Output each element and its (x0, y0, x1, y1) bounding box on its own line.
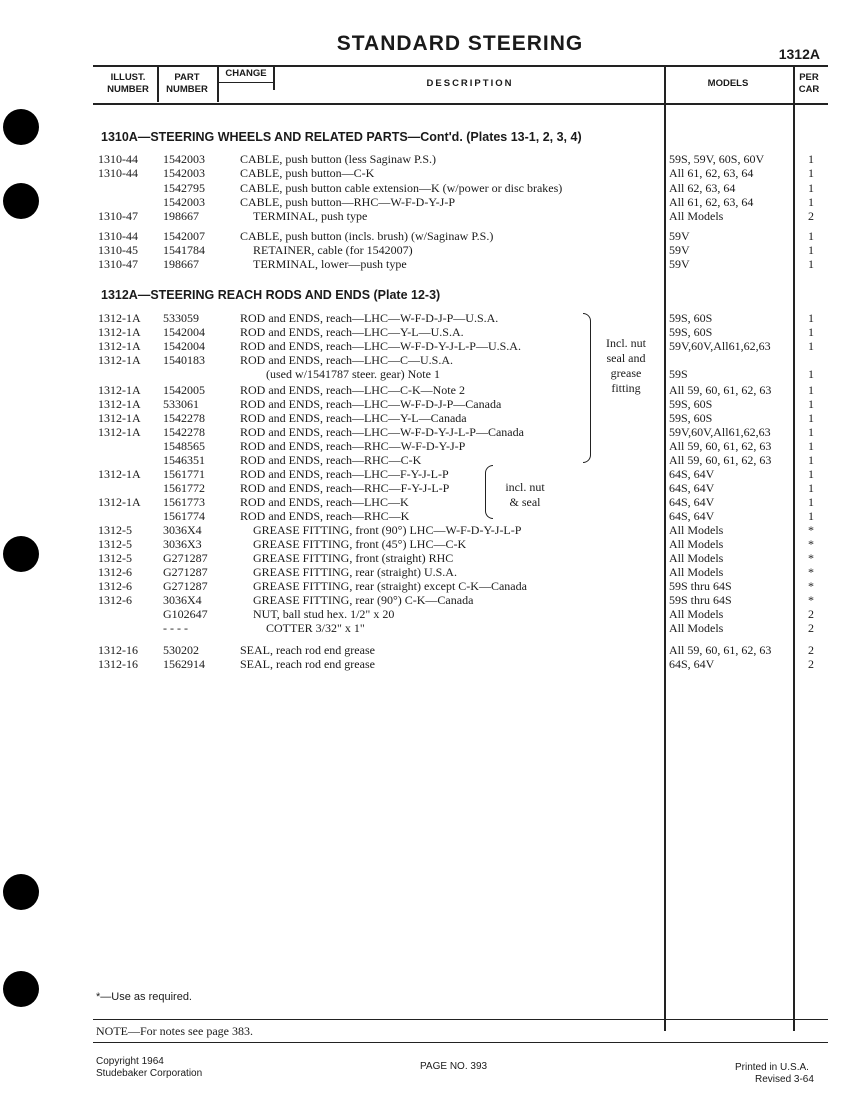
copyright: Copyright 1964 (96, 1056, 164, 1067)
part-number: 3036X3 (163, 537, 202, 551)
per-car: 1 (808, 439, 814, 453)
part-number: 1540183 (163, 353, 205, 367)
part-number: 1542004 (163, 339, 205, 353)
change-rule (217, 82, 273, 83)
parts-row (0, 339, 850, 353)
description (240, 311, 660, 325)
parts-row (0, 229, 850, 243)
part-number: G271287 (163, 551, 208, 565)
models (669, 657, 795, 671)
models (669, 565, 795, 579)
per-car: 2 (808, 643, 814, 657)
parts-row (0, 209, 850, 223)
description-text: ROD and ENDS, reach—LHC—Y-L—Canada (240, 411, 470, 425)
parts-row (0, 467, 850, 481)
models (669, 209, 795, 223)
revised: Revised 3-64 (755, 1074, 814, 1085)
description (253, 243, 660, 257)
description-text: CABLE, push button—C-K (240, 166, 377, 180)
header-part: PART NUMBER (166, 72, 208, 95)
models-text: 64S, 64V (669, 657, 717, 671)
parts-row (0, 152, 850, 166)
description (240, 495, 660, 509)
header-description: DESCRIPTION (426, 78, 514, 89)
description (253, 551, 660, 565)
illus-number: 1312-5 (98, 551, 132, 565)
models (669, 166, 795, 180)
models (669, 607, 795, 621)
description-text: NUT, ball stud hex. 1/2" x 20 (253, 607, 397, 621)
part-number: 198667 (163, 209, 199, 223)
page-code: 1312A (778, 46, 820, 62)
description (253, 209, 660, 223)
models-text: 59S, 60S (669, 411, 715, 425)
models-text: 59V (669, 229, 693, 243)
brace (583, 313, 591, 463)
parts-row (0, 509, 850, 523)
parts-row (0, 195, 850, 209)
illus-number: 1312-1A (98, 339, 141, 353)
models (669, 257, 795, 271)
models-text: 59S, 60S (669, 311, 715, 325)
part-number: 3036X4 (163, 593, 202, 607)
models (669, 495, 795, 509)
part-number: 1542003 (163, 166, 205, 180)
parts-row (0, 565, 850, 579)
models (669, 425, 795, 439)
printed-in: Printed in U.S.A. (735, 1062, 809, 1073)
illus-number: 1312-16 (98, 643, 138, 657)
illus-number: 1312-1A (98, 325, 141, 339)
models-text: All Models (669, 565, 726, 579)
description (240, 439, 660, 453)
brace (485, 465, 493, 519)
description (253, 537, 660, 551)
models-text: 59V (669, 243, 693, 257)
part-number: 530202 (163, 643, 199, 657)
part-number: 1561774 (163, 509, 205, 523)
see-notes: NOTE—For notes see page 383. (96, 1024, 253, 1038)
description-text: ROD and ENDS, reach—RHC—F-Y-J-L-P (240, 481, 452, 495)
illus-number: 1310-47 (98, 257, 138, 271)
models-text: 59V,60V,All61,62,63 (669, 425, 774, 439)
models-text: 59V (669, 257, 693, 271)
description-text: ROD and ENDS, reach—LHC—Y-L—U.S.A. (240, 325, 467, 339)
parts-row (0, 607, 850, 621)
parts-row (0, 383, 850, 397)
models (669, 579, 795, 593)
illus-number: 1312-16 (98, 657, 138, 671)
description (253, 565, 660, 579)
models (669, 537, 795, 551)
models (669, 523, 795, 537)
description-text: ROD and ENDS, reach—LHC—C—U.S.A. (240, 353, 456, 367)
per-car: 1 (808, 229, 814, 243)
models (669, 439, 795, 453)
part-number: 1542004 (163, 325, 205, 339)
description-text: GREASE FITTING, rear (straight) U.S.A. (253, 565, 460, 579)
part-number: 198667 (163, 257, 199, 271)
per-car: 1 (808, 481, 814, 495)
page-title: STANDARD STEERING (336, 32, 584, 55)
description-text: ROD and ENDS, reach—LHC—K (240, 495, 412, 509)
part-number: 533059 (163, 311, 199, 325)
per-car: 1 (808, 383, 814, 397)
illus-number: 1312-1A (98, 495, 141, 509)
models (669, 195, 795, 209)
per-car: * (808, 565, 814, 579)
part-number: 1542007 (163, 229, 205, 243)
models (669, 229, 795, 243)
models (669, 551, 795, 565)
part-number: G271287 (163, 565, 208, 579)
description (253, 257, 660, 271)
parts-row (0, 657, 850, 671)
models-text: 64S, 64V (669, 495, 717, 509)
description (240, 657, 660, 671)
description-text: CABLE, push button cable extension—K (w/power or disc brakes) (240, 181, 565, 195)
models-text: 64S, 64V (669, 467, 717, 481)
part-number: 1548565 (163, 439, 205, 453)
description-text: ROD and ENDS, reach—LHC—W-F-D-J-P—Canada (240, 397, 504, 411)
models (669, 453, 795, 467)
use-required-note: *—Use as required. (96, 991, 192, 1003)
models (669, 367, 795, 381)
per-car: 1 (808, 495, 814, 509)
illus-number: 1312-5 (98, 523, 132, 537)
column-rule (273, 66, 275, 90)
parts-row (0, 367, 850, 381)
part-number: 1561773 (163, 495, 205, 509)
models-text: All 59, 60, 61, 62, 63 (669, 453, 774, 467)
models (669, 243, 795, 257)
description-text: CABLE, push button (less Saginaw P.S.) (240, 152, 439, 166)
parts-row (0, 643, 850, 657)
per-car: 2 (808, 621, 814, 635)
per-car: 1 (808, 195, 814, 209)
illus-number: 1310-44 (98, 166, 138, 180)
models (669, 509, 795, 523)
parts-row (0, 243, 850, 257)
per-car: 1 (808, 257, 814, 271)
description (240, 411, 660, 425)
header-per-car: PER CAR (798, 72, 820, 95)
parts-row (0, 439, 850, 453)
description (240, 229, 660, 243)
illus-number: 1312-5 (98, 537, 132, 551)
models-text: All Models (669, 209, 726, 223)
description-text: RETAINER, cable (for 1542007) (253, 243, 416, 257)
parts-row (0, 166, 850, 180)
description (240, 643, 660, 657)
description-text: TERMINAL, push type (253, 209, 370, 223)
part-number: 1542278 (163, 425, 205, 439)
per-car: 2 (808, 209, 814, 223)
section-heading: 1310A—STEERING WHEELS AND RELATED PARTS—Cont'd. (Plates 13-1, 2, 3, 4) (101, 130, 582, 144)
illus-number: 1312-1A (98, 411, 141, 425)
per-car: * (808, 579, 814, 593)
per-car: * (808, 523, 814, 537)
parts-row (0, 425, 850, 439)
binder-hole (3, 874, 39, 910)
illus-number: 1312-6 (98, 593, 132, 607)
description-text: GREASE FITTING, rear (90°) C-K—Canada (253, 593, 476, 607)
description (240, 181, 660, 195)
illus-number: 1312-6 (98, 579, 132, 593)
illus-number: 1312-1A (98, 311, 141, 325)
description-text: ROD and ENDS, reach—LHC—W-F-D-Y-J-L-P—U.S.A. (240, 339, 524, 353)
header-change: CHANGE (225, 68, 267, 79)
parts-row (0, 495, 850, 509)
parts-row (0, 621, 850, 635)
parts-row (0, 523, 850, 537)
models-text: 59S (669, 367, 691, 381)
description (240, 166, 660, 180)
per-car: 2 (808, 657, 814, 671)
per-car: 1 (808, 325, 814, 339)
models (669, 481, 795, 495)
illus-number: 1312-6 (98, 565, 132, 579)
per-car: 1 (808, 243, 814, 257)
side-note-and-seal: & seal (500, 495, 550, 510)
description-text: SEAL, reach rod end grease (240, 643, 378, 657)
models-text: All Models (669, 621, 726, 635)
models (669, 181, 795, 195)
per-car: 1 (808, 411, 814, 425)
description-text: ROD and ENDS, reach—RHC—C-K (240, 453, 424, 467)
parts-row (0, 453, 850, 467)
part-number: G102647 (163, 607, 208, 621)
models-text: All 62, 63, 64 (669, 181, 738, 195)
models-text: All Models (669, 551, 726, 565)
per-car: * (808, 551, 814, 565)
description-text: SEAL, reach rod end grease (240, 657, 378, 671)
binder-hole (3, 971, 39, 1007)
column-rule (217, 66, 219, 102)
part-number: 1562914 (163, 657, 205, 671)
per-car: 1 (808, 453, 814, 467)
models-text: All 59, 60, 61, 62, 63 (669, 439, 774, 453)
per-car: 1 (808, 152, 814, 166)
column-rule (157, 66, 159, 102)
part-number: 1561772 (163, 481, 205, 495)
description (266, 621, 660, 635)
illus-number: 1310-44 (98, 229, 138, 243)
part-number: 1542795 (163, 181, 205, 195)
part-number: 533061 (163, 397, 199, 411)
description-text: GREASE FITTING, front (45°) LHC—C-K (253, 537, 469, 551)
corporation: Studebaker Corporation (96, 1068, 203, 1079)
header-models: MODELS (707, 78, 749, 89)
description (240, 509, 660, 523)
models-text: All 59, 60, 61, 62, 63 (669, 383, 774, 397)
illus-number: 1312-1A (98, 383, 141, 397)
per-car: 1 (808, 166, 814, 180)
models-text: All Models (669, 523, 726, 537)
models (669, 311, 795, 325)
description (253, 579, 660, 593)
models (669, 383, 795, 397)
illus-number: 1310-44 (98, 152, 138, 166)
part-number: 1542278 (163, 411, 205, 425)
description-text: ROD and ENDS, reach—LHC—W-F-D-Y-J-L-P—Canada (240, 425, 527, 439)
per-car: 1 (808, 397, 814, 411)
description (253, 593, 660, 607)
description-text: CABLE, push button (incls. brush) (w/Saginaw P.S.) (240, 229, 496, 243)
per-car: 1 (808, 467, 814, 481)
description (240, 481, 660, 495)
description-text: GREASE FITTING, front (straight) RHC (253, 551, 456, 565)
per-car: 1 (808, 181, 814, 195)
models-text: All 59, 60, 61, 62, 63 (669, 643, 774, 657)
per-car: 1 (808, 367, 814, 381)
illus-number: 1310-45 (98, 243, 138, 257)
description-text: (used w/1541787 steer. gear) Note 1 (266, 367, 443, 381)
models-text: All 61, 62, 63, 64 (669, 195, 756, 209)
parts-row (0, 481, 850, 495)
parts-row (0, 325, 850, 339)
description (253, 523, 660, 537)
binder-hole (3, 109, 39, 145)
part-number: 1542003 (163, 152, 205, 166)
models (669, 643, 795, 657)
description-text: ROD and ENDS, reach—LHC—W-F-D-J-P—U.S.A. (240, 311, 501, 325)
models (669, 152, 795, 166)
part-number: 1542003 (163, 195, 205, 209)
side-note-incl-nut-seal-grease: Incl. nut seal and grease fitting (606, 336, 646, 395)
part-number: 1542005 (163, 383, 205, 397)
description (253, 607, 660, 621)
illus-number: 1312-1A (98, 353, 141, 367)
parts-row (0, 411, 850, 425)
models (669, 467, 795, 481)
models-text: All Models (669, 537, 726, 551)
side-note-incl-nut: incl. nut (495, 480, 555, 495)
parts-row (0, 537, 850, 551)
models (669, 411, 795, 425)
parts-row (0, 551, 850, 565)
description-text: CABLE, push button—RHC—W-F-D-Y-J-P (240, 195, 458, 209)
models-text: 59S, 59V, 60S, 60V (669, 152, 767, 166)
models-text: 64S, 64V (669, 481, 717, 495)
part-number: G271287 (163, 579, 208, 593)
description (240, 467, 660, 481)
page-number: PAGE NO. 393 (420, 1061, 488, 1072)
illus-number: 1312-1A (98, 467, 141, 481)
models-text: 59S thru 64S (669, 593, 735, 607)
models-text: 59S, 60S (669, 325, 715, 339)
parts-row (0, 397, 850, 411)
models-text: 59S thru 64S (669, 579, 735, 593)
models (669, 621, 795, 635)
parts-row (0, 579, 850, 593)
part-number: 1546351 (163, 453, 205, 467)
per-car: * (808, 537, 814, 551)
models (669, 397, 795, 411)
description-text: GREASE FITTING, front (90°) LHC—W-F-D-Y-J-L-P (253, 523, 524, 537)
description (240, 425, 660, 439)
per-car: 1 (808, 339, 814, 353)
models-text: 59S, 60S (669, 397, 715, 411)
part-number: 1561771 (163, 467, 205, 481)
part-number: 1541784 (163, 243, 205, 257)
part-number: 3036X4 (163, 523, 202, 537)
models-text: 64S, 64V (669, 509, 717, 523)
description-text: ROD and ENDS, reach—RHC—W-F-D-Y-J-P (240, 439, 468, 453)
parts-row (0, 257, 850, 271)
models-text: 59V,60V,All61,62,63 (669, 339, 774, 353)
per-car: * (808, 593, 814, 607)
models (669, 593, 795, 607)
parts-row (0, 181, 850, 195)
per-car: 1 (808, 509, 814, 523)
per-car: 1 (808, 425, 814, 439)
description (240, 195, 660, 209)
models-text: All Models (669, 607, 726, 621)
note-rule (93, 1019, 828, 1020)
description (240, 453, 660, 467)
illus-number: 1312-1A (98, 397, 141, 411)
description-text: TERMINAL, lower—push type (253, 257, 410, 271)
description-text: COTTER 3/32" x 1" (266, 621, 368, 635)
illus-number: 1312-1A (98, 425, 141, 439)
illus-number: 1310-47 (98, 209, 138, 223)
parts-row (0, 353, 850, 367)
per-car: 2 (808, 607, 814, 621)
header-bottom-rule (93, 103, 828, 105)
description-text: ROD and ENDS, reach—RHC—K (240, 509, 412, 523)
models (669, 339, 795, 353)
description (240, 152, 660, 166)
description (240, 397, 660, 411)
models-text: All 61, 62, 63, 64 (669, 166, 756, 180)
section-heading: 1312A—STEERING REACH RODS AND ENDS (Plate 12-3) (101, 288, 441, 302)
per-car: 1 (808, 311, 814, 325)
description-text: GREASE FITTING, rear (straight) except C-K—Canada (253, 579, 530, 593)
footer-rule (93, 1042, 828, 1043)
models (669, 325, 795, 339)
description-text: ROD and ENDS, reach—LHC—F-Y-J-L-P (240, 467, 452, 481)
part-number: - - - - (163, 621, 188, 635)
parts-row (0, 593, 850, 607)
description-text: ROD and ENDS, reach—LHC—C-K—Note 2 (240, 383, 468, 397)
parts-row (0, 311, 850, 325)
header-illust: ILLUST. NUMBER (107, 72, 149, 95)
